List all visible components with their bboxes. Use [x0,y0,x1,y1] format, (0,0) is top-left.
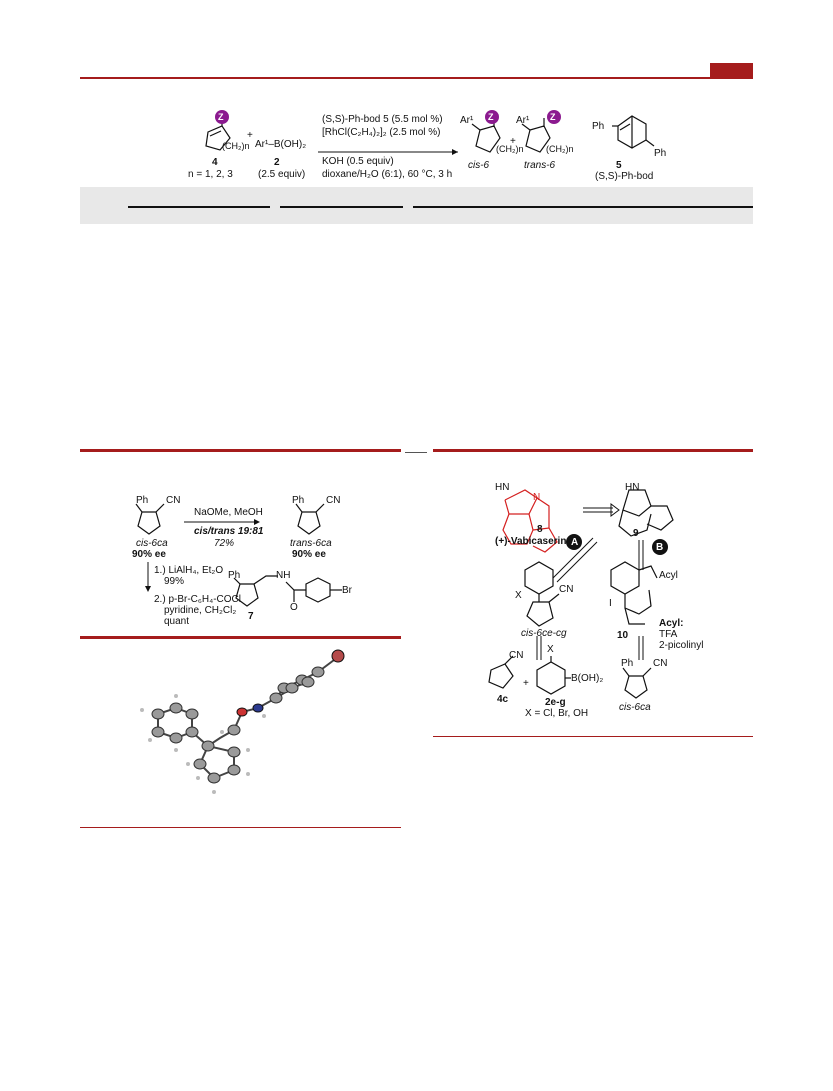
table-rule-2 [280,206,403,208]
cis-6ca-ring [136,504,164,534]
c6ca-ph: Ph [621,658,634,669]
c10-acyl-head: Acyl: [659,618,684,629]
ligand-ph2: Ph [654,148,667,159]
route-b: B [656,542,664,553]
compound-6ca-structure [623,668,651,698]
plus-1: + [247,130,253,141]
z-label-cis: Z [488,112,494,122]
s2-amide-num: 7 [248,611,254,622]
substrate-4-n: n = 1, 2, 3 [188,169,233,180]
table-rule-3 [413,206,753,208]
crystal-structure [80,640,401,810]
ligand-ph1: Ph [592,121,605,132]
s2-step1-yield: 99% [164,576,185,587]
right-bottom-rule [433,736,753,737]
s2-reagent: NaOMe, MeOH [194,507,263,518]
s2-prod-label: trans-6ca [290,538,332,549]
c9-num: 9 [633,528,639,539]
s2-sm-ee: 90% ee [132,549,166,560]
s2-sm-cn: CN [166,495,181,506]
left-section-rule [80,449,401,452]
ortep-drawing [80,640,401,810]
s2-step2: 2.) p-Br-C₆H₄-COCl [154,594,242,605]
c2e-x: X [547,644,554,655]
cis-sub: (CH₂)n [496,144,524,154]
header-tab [710,63,753,77]
cis-ar: Ar¹ [460,115,474,126]
trans-ar: Ar¹ [516,115,530,126]
s2-step1: 1.) LiAlH₄, Et₂O [154,565,224,576]
c2e-boh: B(OH)₂ [571,673,604,684]
ph-bod-ligand [612,116,654,148]
vab-n: N [533,492,541,503]
scheme-3-drawing [433,470,753,725]
mid-tiny-rule [405,452,427,453]
cond-line2: [RhCl(C₂H₄)₂]₂ (2.5 mol %) [322,127,441,138]
c2e-num: 2e-g [545,697,566,708]
scheme-1 [80,108,753,186]
z-label-4: Z [218,112,224,122]
ce-x: X [515,590,522,601]
s2-amide-o: O [290,602,298,613]
boronic-equiv: (2.5 equiv) [258,169,306,180]
c4c-cn: CN [509,650,524,661]
z-label-trans: Z [550,112,556,122]
c10-num: 10 [617,630,629,641]
s2-sm-ph: Ph [136,495,149,506]
vab-name: (+)-Vabicaserin [495,536,567,547]
cond-line4: dioxane/H₂O (6:1), 60 °C, 3 h [322,169,453,180]
c9-hn: HN [625,482,640,493]
s2-yield: 72% [214,538,235,549]
crystal-section-rule [80,636,401,639]
substrate-4-sub: (CH₂)n [222,141,250,151]
substrate-4-num: 4 [212,157,218,168]
c10-i: I [609,598,612,609]
cond-line1: (S,S)-Ph-bod 5 (5.5 mol %) [322,114,443,125]
cis-6-label: cis-6 [468,160,490,171]
s2-sm-label: cis-6ca [136,538,168,549]
scheme-2 [80,490,401,630]
ligand-name: (S,S)-Ph-bod [595,171,654,182]
s2-ratio: cis/trans 19:81 [194,526,264,537]
s2-step2-b: pyridine, CH₂Cl₂ [164,605,237,616]
compound-2e-structure [537,656,571,694]
trans-sub: (CH₂)n [546,144,574,154]
trans-6ca-ring [296,504,324,534]
route-a: A [571,537,579,548]
cond-line3: KOH (0.5 equiv) [322,156,394,167]
s2-prod-cn: CN [326,495,341,506]
compound-9-structure [619,490,673,536]
plus-2: + [510,136,516,147]
s2-prod-ph: Ph [292,495,305,506]
s2-prod-ee: 90% ee [292,549,326,560]
boronic-formula: Ar¹–B(OH)₂ [255,139,307,150]
vab-num: 8 [537,524,543,535]
ligand-num: 5 [616,160,622,171]
s2-amide-br: Br [342,585,352,596]
c10-opt2: 2-picolinyl [659,640,704,651]
vab-hn: HN [495,482,510,493]
c6ca-cn: CN [653,658,668,669]
compound-6ce-structure [525,562,559,626]
c10-acyl: Acyl [659,570,678,581]
boronic-num: 2 [274,157,280,168]
c10-opt1: TFA [659,629,678,640]
scheme-3 [433,470,753,725]
s2-amide-nh: NH [276,570,291,581]
c4c-num: 4c [497,694,509,705]
header-rule [80,77,753,79]
table-rule-1 [128,206,270,208]
s3-plus: + [523,678,529,689]
compound-10-structure [611,562,657,624]
c6ca-label: cis-6ca [619,702,651,713]
ce-cn: CN [559,584,574,595]
ce-label: cis-6ce-cg [521,628,567,639]
right-section-rule [433,449,753,452]
s2-amide-ph: Ph [228,570,241,581]
s2-step2-yield: quant [164,616,190,627]
c2e-xdef: X = Cl, Br, OH [525,708,589,719]
left-bottom-rule [80,827,401,828]
trans-6-label: trans-6 [524,160,556,171]
